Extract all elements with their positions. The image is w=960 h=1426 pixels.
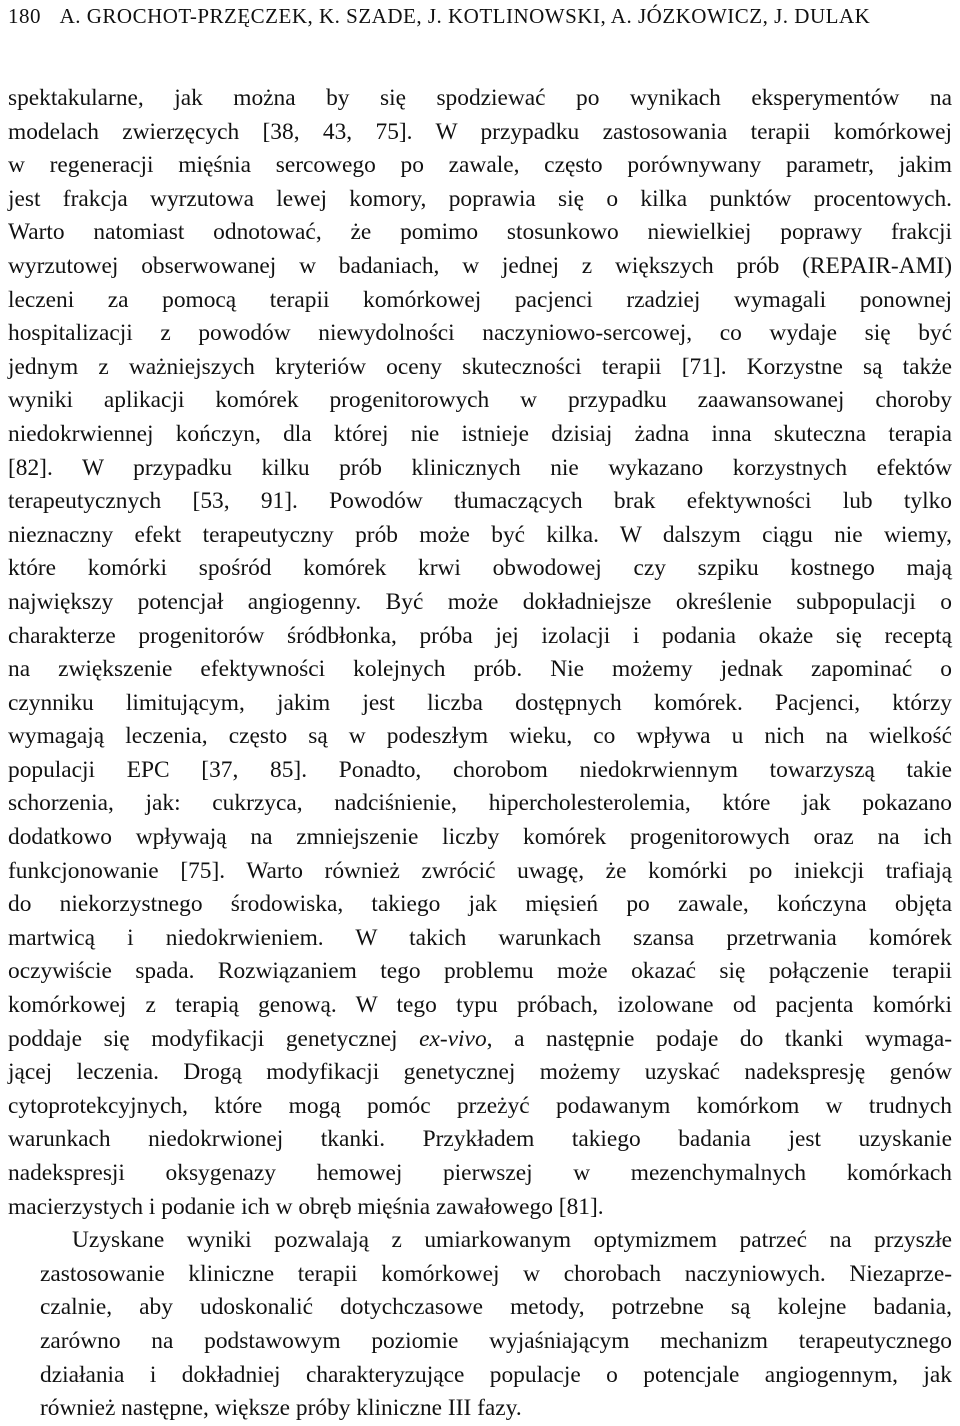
text-line: największy potencjał angiogenny. Być może dokładniejsze określenie subpopulacji o xyxy=(8,588,952,615)
text-line: terapeutycznych [53, 91]. Powodów tłumaczących brak efektywności lub tylko xyxy=(8,488,952,515)
text-line: cytoprotekcyjnych, które mogą pomóc przeżyć podawanym komórkom w trudnych xyxy=(8,1092,952,1119)
text-line: na zwiększenie efektywności kolejnych prób. Nie możemy jednak zapominać o xyxy=(8,656,952,683)
text-line: oczywiście spada. Rozwiązaniem tego problemu może okazać się połączenie terapii xyxy=(8,958,952,985)
text-line: do niekorzystnego środowiska, takiego jak mięsień po zawale, kończyna objęta xyxy=(8,891,952,918)
text-line: populacji EPC [37, 85]. Ponadto, chorobom niedokrwiennym towarzyszą takie xyxy=(8,756,952,783)
text-run: poddaje się modyfikacji genetycznej xyxy=(8,1025,420,1052)
text-line: schorzenia, jak: cukrzyca, nadciśnienie, hipercholesterolemia, które jak pokazano xyxy=(8,790,952,817)
text-line: spektakularne, jak można by się spodziewać po wynikach eksperymentów na xyxy=(8,85,952,111)
text-line: wyniki aplikacji komórek progenitorowych w przypadku zaawansowanej choroby xyxy=(8,387,952,414)
italic-term: ex-vivo xyxy=(419,1025,487,1052)
text-line: które komórki spośród komórek krwi obwodowej czy szpiku kostnego mają xyxy=(8,555,952,582)
text-line: leczeni za pomocą terapii komórkowej pacjenci rzadziej wymagali ponownej xyxy=(8,286,952,313)
text-line xyxy=(8,1023,952,1057)
text-line: jest frakcja wyrzutowa lewej komory, poprawia się o kilka punktów procentowych. xyxy=(8,185,952,212)
text-line: czalnie, aby udoskonalić dotychczasowe metody, potrzebne są kolejne badania, xyxy=(40,1294,952,1321)
text-line: czynniku limitującym, jakim jest liczba dostępnych komórek. Pacjenci, którzy xyxy=(8,689,952,716)
text-line: również następne, większe próby kliniczne III fazy. xyxy=(40,1395,522,1422)
text-line: działania i dokładniej charakteryzujące populacje o potencjale angiogennym, jak xyxy=(40,1361,952,1388)
text-line: zastosowanie kliniczne terapii komórkowej w chorobach naczyniowych. Niezaprze- xyxy=(40,1260,952,1287)
text-line: [82]. W przypadku kilku prób klinicznych nie wykazano korzystnych efektów xyxy=(8,454,952,481)
text-line: modelach zwierzęcych [38, 43, 75]. W przypadku zastosowania terapii komórkowej xyxy=(8,118,952,145)
text-run: , a następnie podaje do tkanki wymaga- xyxy=(486,1025,952,1052)
text-line: wymagają leczenia, często są w podeszłym wieku, co wpływa u nich na wielkość xyxy=(8,723,952,750)
text-line: funkcjonowanie [75]. Warto również zwrócić uwagę, że komórki po iniekcji trafiają xyxy=(8,857,952,884)
text-line: niedokrwiennej kończyn, dla której nie istnieje dzisiaj żadna inna skuteczna terapia xyxy=(8,420,952,447)
running-head xyxy=(8,4,870,29)
text-line: Warto natomiast odnotować, że pomimo stosunkowo niewielkiej poprawy frakcji xyxy=(8,219,952,246)
text-line: jednym z ważniejszych kryteriów oceny skuteczności terapii [71]. Korzystne są także xyxy=(8,353,952,380)
text-line: wyrzutowej obserwowanej w badaniach, w jednej z większych prób (REPAIR-AMI) xyxy=(8,252,952,279)
text-line: Uzyskane wyniki pozwalają z umiarkowanym optymizmem patrzeć na przyszłe xyxy=(72,1227,952,1254)
text-line: nadekspresji oksygenazy hemowej pierwszej w mezenchymalnych komórkach xyxy=(8,1160,952,1186)
paragraph-2 xyxy=(8,1224,952,1426)
text-line: dodatkowo wpływają na zmniejszenie liczby komórek progenitorowych oraz na ich xyxy=(8,824,952,851)
text-line: nieznaczny efekt terapeutyczny prób może być kilka. W dalszym ciągu nie wiemy, xyxy=(8,521,952,548)
body-text xyxy=(8,82,952,1426)
page-number: 180 xyxy=(8,4,41,28)
paragraph-1 xyxy=(8,82,952,1224)
text-line: zarówno na podstawowym poziomie wyjaśniającym mechanizm terapeutycznego xyxy=(40,1327,952,1354)
text-line: martwicą i niedokrwieniem. W takich warunkach szansa przetrwania komórek xyxy=(8,924,952,951)
text-line: hospitalizacji z powodów niewydolności naczyniowo-sercowej, co wydaje się być xyxy=(8,320,952,347)
text-line: warunkach niedokrwionej tkanki. Przykładem takiego badania jest uzyskanie xyxy=(8,1126,952,1153)
text-line: w regeneracji mięśnia sercowego po zawale, często porównywany parametr, jakim xyxy=(8,152,952,179)
text-line: komórkowej z terapią genową. W tego typu próbach, izolowane od pacjenta komórki xyxy=(8,992,952,1019)
text-line: macierzystych i podanie ich w obręb mięśnia zawałowego [81]. xyxy=(8,1193,604,1220)
text-line: jącej leczenia. Drogą modyfikacji genetycznej możemy uzyskać nadekspresję genów xyxy=(8,1059,952,1086)
author-list: A. GROCHOT-PRZĘCZEK, K. SZADE, J. KOTLINOWSKI, A. JÓZKOWICZ, J. DULAK xyxy=(59,4,871,28)
text-line: charakterze progenitorów śródbłonka, próba jej izolacji i podania okaże się receptą xyxy=(8,622,952,649)
